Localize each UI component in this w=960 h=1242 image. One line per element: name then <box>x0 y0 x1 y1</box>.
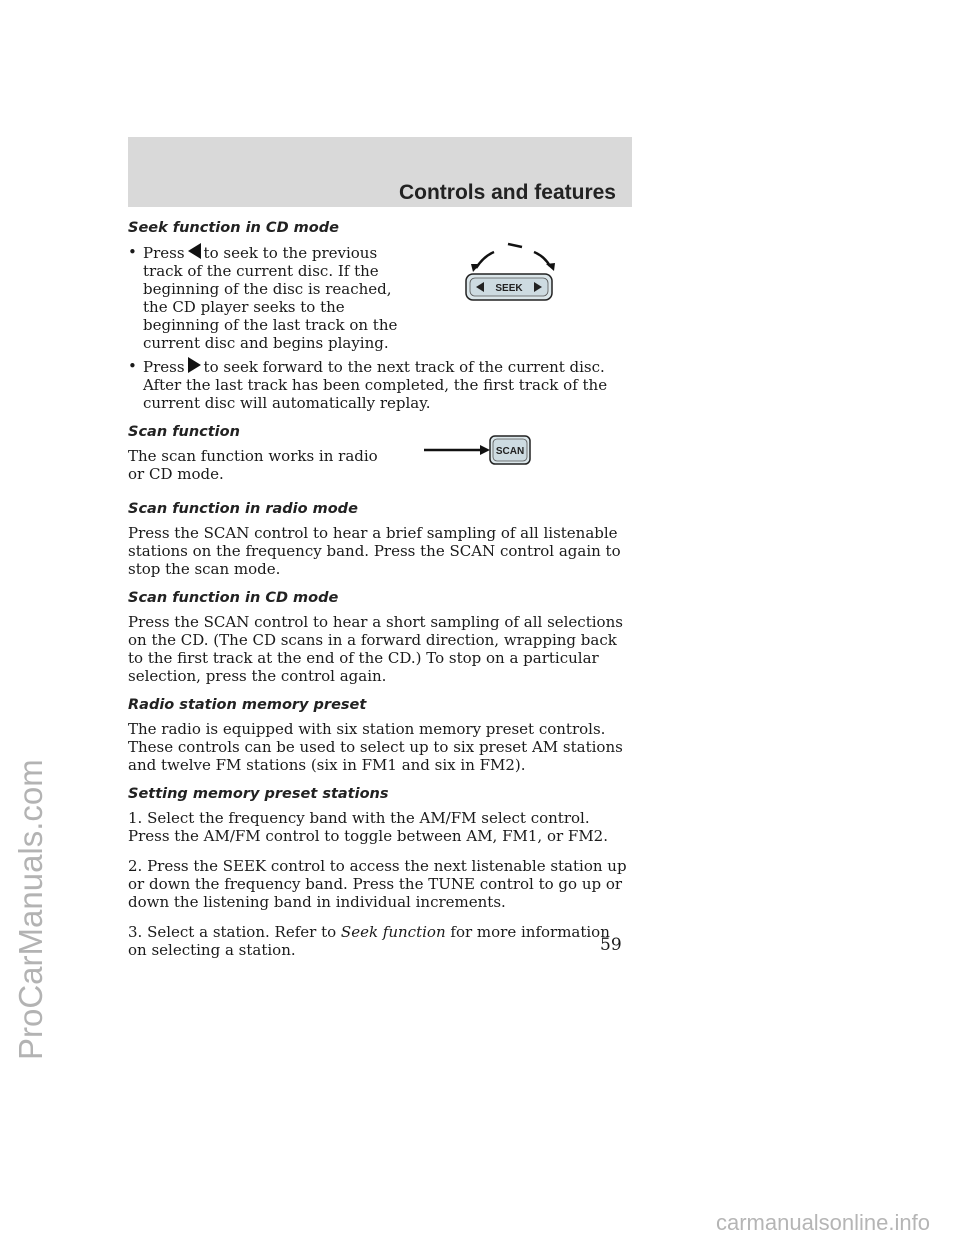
seek-arc-top <box>508 244 522 247</box>
bullet-icon: • <box>128 357 137 375</box>
paragraph-scan-radio: Press the SCAN control to hear a brief sampling of all listenable stations on the frequency band. Press the SCAN control again to stop the scan mode. <box>128 524 621 578</box>
paragraph-step-2: 2. Press the SEEK control to access the next listenable station up or down the frequency band. Press the TUNE control to go up or down the listening band in individual increments. <box>128 857 627 911</box>
heading-setting-presets: Setting memory preset stations <box>128 786 389 802</box>
section-header-band <box>128 137 632 207</box>
page-number: 59 <box>600 935 622 955</box>
seek-button-label: SEEK <box>495 283 523 294</box>
seek-arrowhead-left-icon <box>471 264 480 272</box>
bullet-press-word: Press <box>143 244 185 262</box>
step-3-tail: for more information on selecting a station. <box>128 923 610 959</box>
seek-button-illustration <box>464 238 564 304</box>
list-item <box>128 357 632 412</box>
seek-function-reference: Seek function <box>340 923 446 941</box>
list-item <box>128 243 401 352</box>
seek-back-arrow-icon <box>188 243 201 259</box>
section-title: Controls and features <box>398 181 616 204</box>
paragraph-step-1: 1. Select the frequency band with the AM/FM select control. Press the AM/FM control to toggle between AM, FM1, or FM2. <box>128 809 608 845</box>
scan-button-label: SCAN <box>495 446 525 457</box>
heading-scan-radio: Scan function in radio mode <box>128 501 358 517</box>
heading-scan: Scan function <box>128 424 240 440</box>
paragraph-step-3 <box>128 923 632 959</box>
heading-seek-cd: Seek function in CD mode <box>128 220 339 236</box>
paragraph-preset: The radio is equipped with six station memory preset controls. These controls can be used to select up to six preset AM stations and twelve FM stations (six in FM1 and six in FM2). <box>128 720 623 774</box>
bullet-press-word: Press <box>143 358 185 376</box>
page-content <box>128 220 632 971</box>
paragraph-scan-cd: Press the SCAN control to hear a short sampling of all selections on the CD. (The CD scans in a forward direction, wrapping back to the first track at the end of the CD.) To stop on a particular selection, press the control again. <box>128 613 623 685</box>
bullet-text: to seek to the previous track of the current disc. If the beginning of the disc is reached, the CD player seeks to the beginning of the last track on the current disc and begins playing. <box>143 244 398 352</box>
scan-button-illustration <box>424 432 534 466</box>
scan-pointer-arrow-icon <box>480 445 490 455</box>
seek-arc-left <box>476 252 494 268</box>
heading-preset: Radio station memory preset <box>128 697 367 713</box>
paragraph-scan: The scan function works in radio or CD mode. <box>128 447 378 483</box>
seek-forward-arrow-icon <box>188 357 201 373</box>
step-3-lead: 3. Select a station. Refer to <box>128 923 337 941</box>
side-watermark: ProCarManuals.com <box>12 759 49 1060</box>
bullet-icon: • <box>128 243 137 261</box>
footer-watermark: carmanualsonline.info <box>715 1210 930 1235</box>
seek-arrowhead-right-icon <box>546 263 555 271</box>
bullet-text: to seek forward to the next track of the current disc. After the last track has been completed, the first track of the current disc will automatically replay. <box>143 358 608 412</box>
heading-scan-cd: Scan function in CD mode <box>128 590 339 606</box>
